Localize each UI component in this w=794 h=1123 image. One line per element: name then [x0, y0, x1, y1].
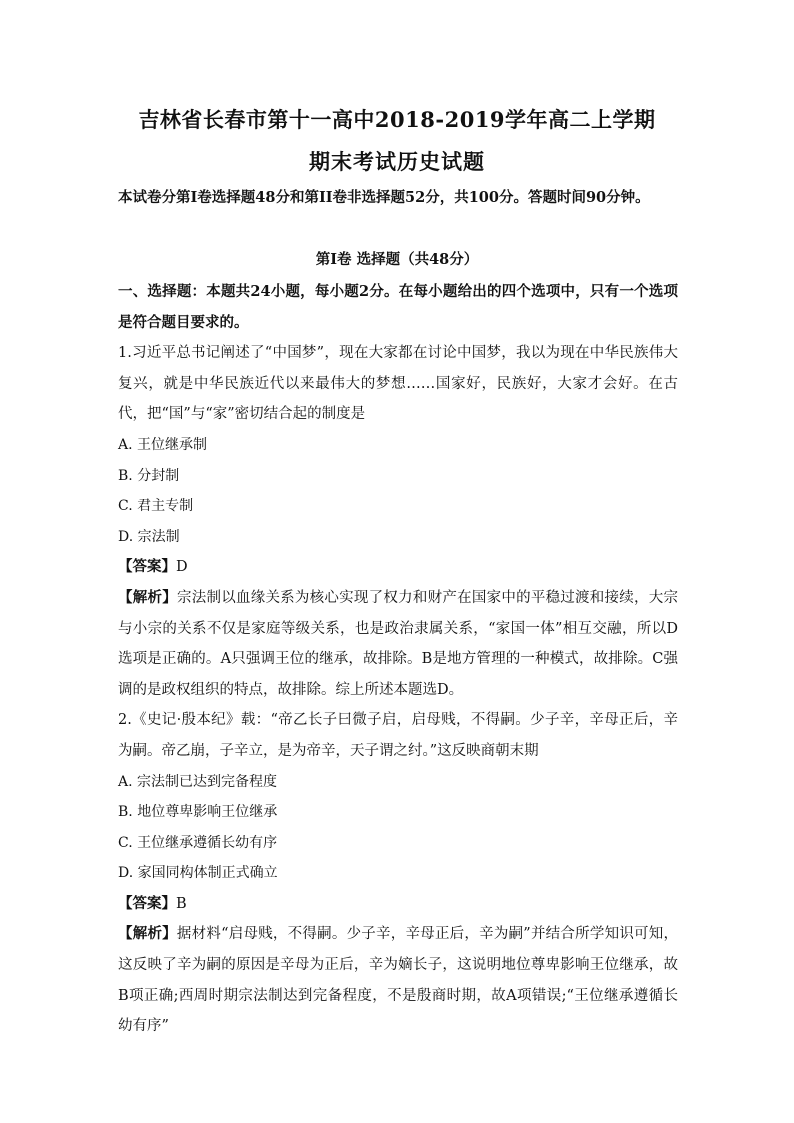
question-1-option-d: D. 宗法制	[118, 528, 180, 545]
document-body	[118, 277, 678, 1042]
question-1-option-b: B. 分封制	[118, 467, 180, 484]
answer-value: D	[176, 559, 188, 576]
section-heading: 第Ⅰ卷 选择题（共48分）	[315, 251, 479, 268]
question-2-stem: 2.《史记·殷本纪》载：“帝乙长子曰微子启，启母贱，不得嗣。少子辛，辛母正后，辛为嗣。帝乙崩，子辛立，是为帝辛，天子谓之纣。”这反映商朝末期	[118, 712, 678, 759]
question-2-option-c: C. 王位继承遵循长幼有序	[118, 834, 278, 851]
document-subtitle: 期末考试历史试题	[309, 149, 485, 174]
instructions: 一、选择题：本题共24小题，每小题2分。在每小题给出的四个选项中，只有一个选项是符合题目要求的。	[118, 283, 678, 331]
analysis-tag: 【解析】	[118, 588, 177, 606]
question-2-option-a: A. 宗法制已达到完备程度	[118, 773, 278, 790]
exam-intro: 本试卷分第Ⅰ卷选择题48分和第II卷非选择题52分，共100分。答题时间90分钟。	[118, 189, 650, 206]
question-1-answer	[118, 552, 678, 583]
analysis-tag: 【解析】	[118, 925, 177, 943]
question-2-option-b: B. 地位尊卑影响王位继承	[118, 804, 278, 821]
question-2-analysis	[118, 919, 678, 1041]
answer-tag: 【答案】	[118, 894, 176, 912]
answer-tag: 【答案】	[118, 558, 176, 576]
analysis-text: 宗法制以血缘关系为核心实现了权力和财产在国家中的平稳过渡和接续，大宗与小宗的关系不仅是家庭等级关系，也是政治隶属关系，“家国一体”相互交融，所以D选项是正确的。A只强调王位的继承，故排除。B是地方管理的一种模式，故排除。C强调的是政权组织的特点，故排除。综上所述本题选D。	[118, 589, 679, 698]
question-1-option-c: C. 君主专制	[118, 498, 194, 515]
question-1-option-a: A. 王位继承制	[118, 436, 208, 453]
question-1-analysis	[118, 583, 678, 705]
question-2-answer	[118, 889, 678, 920]
document-title: 吉林省长春市第十一高中2018-2019学年高二上学期	[138, 107, 656, 132]
answer-value: B	[176, 895, 187, 912]
analysis-text: 据材料“启母贱，不得嗣。少子辛，辛母正后，辛为嗣”并结合所学知识可知，这反映了辛为嗣的原因是辛母为正后，辛为嫡长子，这说明地位尊卑影响王位继承，故B项正确;西周时期宗法制达到完备程度，不是殷商时期，故A项错误;“王位继承遵循长幼有序”	[118, 926, 679, 1035]
question-1-stem: 1.习近平总书记阐述了“中国梦”，现在大家都在讨论中国梦，我以为现在中华民族伟大复兴，就是中华民族近代以来最伟大的梦想……国家好，民族好，大家才会好。在古代，把“国”与“家”密切结合起的制度是	[118, 345, 678, 423]
question-2-option-d: D. 家国同构体制正式确立	[118, 865, 278, 882]
